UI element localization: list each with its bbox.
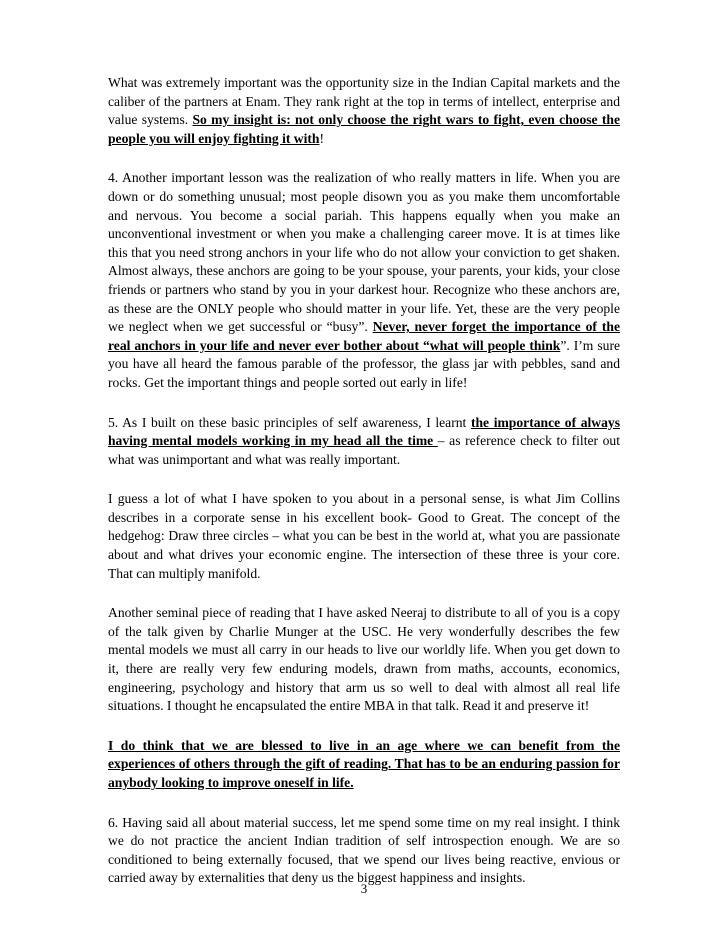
emphasized-text: So my insight is: not only choose the right wars to fight, even choose the people you will enjoy fighting it with [108, 112, 621, 146]
paragraph-lesson-6-introspection [108, 814, 620, 888]
emphasized-text: Never, never forget the importance of the real anchors in your life and never ever bother about “what will people think [108, 319, 620, 353]
paragraph-good-to-great [108, 490, 620, 583]
text-run: Another seminal piece of reading that I have asked Neeraj to distribute to all of you is a copy of the talk given by Charlie Munger at the USC. He very wonderfully describes the few mental models we must all carry in our heads to live our worldly life. When you get down to it, there are really very few enduring models, drawn from maths, accounts, economics, engineering, psychology and history that arm us so well to deal with almost all real life situations. I thought he encapsulated the entire MBA in that talk. Read it and preserve it! [108, 605, 620, 714]
paragraph-gift-of-reading [108, 737, 620, 793]
paragraph-lesson-5-mental-models [108, 414, 620, 470]
text-run: 4. Another important lesson was the realization of who really matters in life. When you are down or do something unusual; most people disown you as you make them uncomfortable and nervous. You become a social pariah. This happens equally when you make an unconventional investment or when you make a challenging career move. It is at times like this that you need strong anchors in your life who do not allow your conviction to get shaken. Almost always, these anchors are going to be your spouse, your parents, your kids, your close friends or partners who stand by you in your darkest hour. Recognize who these anchors are, as these are the ONLY people who should matter in your life. Yet, these are the very people we neglect when we get successful or “busy”. [108, 170, 620, 335]
paragraph-charlie-munger [108, 604, 620, 716]
text-run: ”. I’m sure you have all heard the famous parable of the professor, the glass jar with pebbles, sand and rocks. Get the important things and people sorted out early in life! [108, 337, 621, 390]
text-run: 5. As I built on these basic principles of self awareness, I learnt [108, 414, 471, 430]
paragraph-lesson-4-anchors [108, 169, 620, 392]
page-number: 3 [360, 881, 368, 896]
text-run: What was extremely important was the opportunity size in the Indian Capital markets and the caliber of the partners at Enam. They rank right at the top in terms of intellect, enterprise and value systems. [108, 75, 620, 128]
paragraph-enam-insight [108, 74, 620, 148]
text-run: ! [319, 130, 325, 146]
text-run: – as reference check to filter out what was unimportant and what was really important. [108, 433, 620, 467]
emphasized-text: the importance of always having mental models working in my head all the time [108, 414, 621, 449]
text-run: I guess a lot of what I have spoken to you about in a personal sense, is what Jim Collins describes in a corporate sense in his excellent book- Good to Great. The concept of the hedgehog: Draw three circles – what you can be best in the world at, what you are passionate about and what drives your economic engine. The intersection of these three is your core. That can multiply manifold. [108, 491, 620, 581]
text-run: 6. Having said all about material success, let me spend some time on my real insight. I think we do not practice the ancient Indian tradition of self introspection enough. We are so conditioned to being externally focused, that we spend our lives being reactive, envious or carried away by externalities that deny us the biggest happiness and insights. [108, 814, 620, 886]
emphasized-text: I do think that we are blessed to live in an age where we can benefit from the experiences of others through the gift of reading. That has to be an enduring passion for anybody looking to improve oneself in life. [108, 737, 620, 790]
document-body [108, 74, 620, 909]
